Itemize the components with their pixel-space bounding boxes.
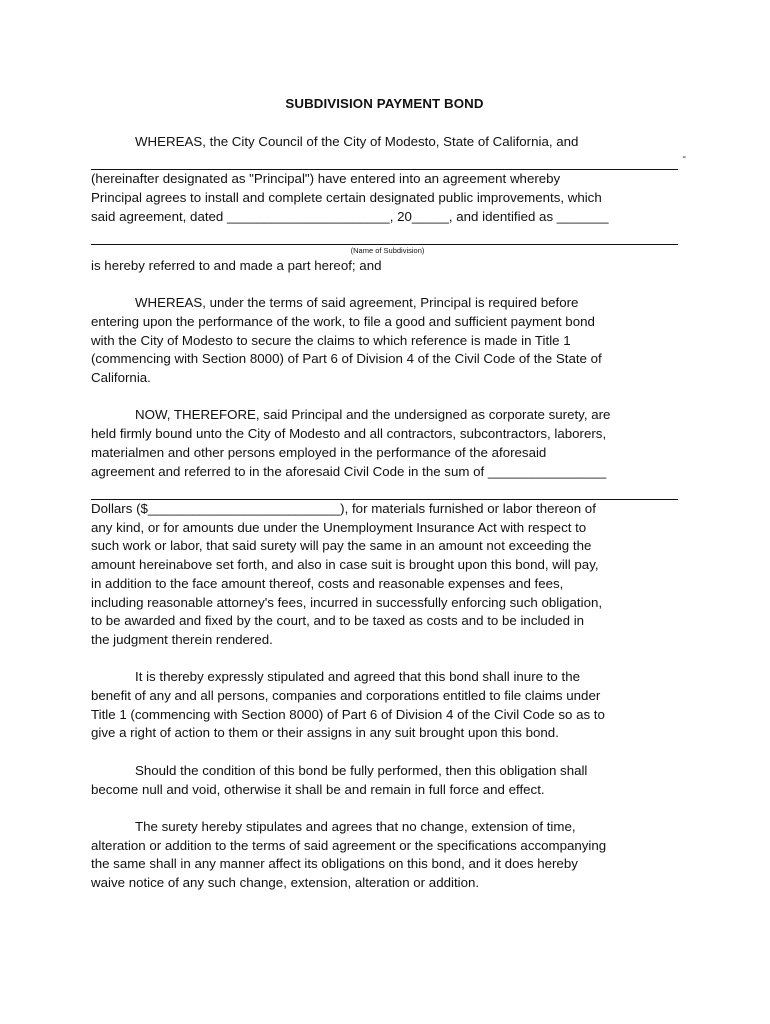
paragraph-whereas-agreement (91, 133, 686, 276)
paragraph-gap (91, 799, 678, 818)
text-line: become null and void, otherwise it shall be and remain in full force and effect. (91, 781, 545, 797)
text-line: It is thereby expressly stipulated and agreed that this bond shall inure to the (135, 669, 580, 685)
text-line: such work or labor, that said surety will pay the same in an amount not exceeding the (91, 538, 592, 554)
text-line: entering upon the performance of the work, to file a good and sufficient payment bond (91, 313, 595, 329)
paragraph-gap (91, 276, 678, 295)
paragraph-condition (91, 762, 678, 799)
document-title: SUBDIVISION PAYMENT BOND (285, 96, 484, 111)
text-line: including reasonable attorney's fees, incurred in successfully enforcing such obligation, (91, 594, 603, 610)
text-line: held firmly bound unto the City of Modesto and all contractors, subcontractors, laborers, (91, 426, 607, 442)
blank-trail-mark: - (682, 151, 686, 164)
text-line: Principal agrees to install and complete certain designated public improvements, which (91, 189, 602, 205)
text-line: the judgment therein rendered. (91, 631, 273, 647)
text-line: NOW, THEREFORE, said Principal and the undersigned as corporate surety, are (135, 407, 611, 423)
text-line: give a right of action to them or their assigns in any suit brought upon this bond. (91, 725, 559, 741)
subdivision-name-blank (91, 226, 678, 245)
text-line: WHEREAS, under the terms of said agreement, Principal is required before (135, 295, 579, 311)
text-line: to be awarded and fixed by the court, and to be taxed as costs and to be included in (91, 613, 585, 629)
text-line: alteration or addition to the terms of said agreement or the specifications accompanying (91, 837, 607, 853)
paragraph-gap (91, 388, 678, 407)
text-line: The surety hereby stipulates and agrees that no change, extension of time, (135, 818, 576, 834)
document-page (91, 95, 686, 893)
text-line: agreement and referred to in the aforesaid Civil Code in the sum of ________________ (91, 463, 607, 479)
text-line: in addition to the face amount thereof, costs and reasonable expenses and fees, (91, 575, 564, 591)
subdivision-name-caption: (Name of Subdivision) (350, 245, 425, 255)
paragraph-whereas-bond-required (91, 294, 678, 388)
paragraph-gap (91, 743, 678, 762)
text-line: Dollars ($__________________________), for materials furnished or labor thereon of (91, 500, 596, 516)
paragraph-stipulation (91, 668, 678, 743)
paragraph-gap (91, 650, 678, 669)
text-line: said agreement, dated ______________________, 20_____, and identified as _______ (91, 208, 609, 224)
text-line: waive notice of any such change, extension, alteration or addition. (91, 875, 480, 890)
paragraph-now-therefore (91, 406, 678, 649)
principal-name-blank (91, 151, 686, 170)
text-line: WHEREAS, the City Council of the City of Modesto, State of California, and (135, 133, 579, 149)
text-line: (commencing with Section 8000) of Part 6 of Division 4 of the Civil Code of the State of (91, 351, 602, 367)
text-line: benefit of any and all persons, companies and corporations entitled to file claims under (91, 688, 601, 703)
text-line: with the City of Modesto to secure the claims to which reference is made in Title 1 (91, 332, 571, 348)
bond-amount-words-blank (91, 481, 678, 500)
text-line: (hereinafter designated as "Principal") have entered into an agreement whereby (91, 171, 561, 187)
text-line: any kind, or for amounts due under the Unemployment Insurance Act with respect to (91, 519, 587, 535)
text-line: the same shall in any manner affect its obligations on this bond, and it does hereby (91, 856, 578, 872)
text-line: amount hereinabove set forth, and also in case suit is brought upon this bond, will pay, (91, 557, 599, 573)
text-line: Title 1 (commencing with Section 8000) of Part 6 of Division 4 of the Civil Code so as to (91, 706, 605, 722)
text-line: materialmen and other persons employed in the performance of the aforesaid (91, 444, 547, 460)
text-line: Should the condition of this bond be fully performed, then this obligation shall (135, 762, 588, 778)
paragraph-surety-agreement (91, 818, 678, 893)
text-line: is hereby referred to and made a part hereof; and (91, 257, 382, 273)
text-line: California. (91, 370, 151, 386)
